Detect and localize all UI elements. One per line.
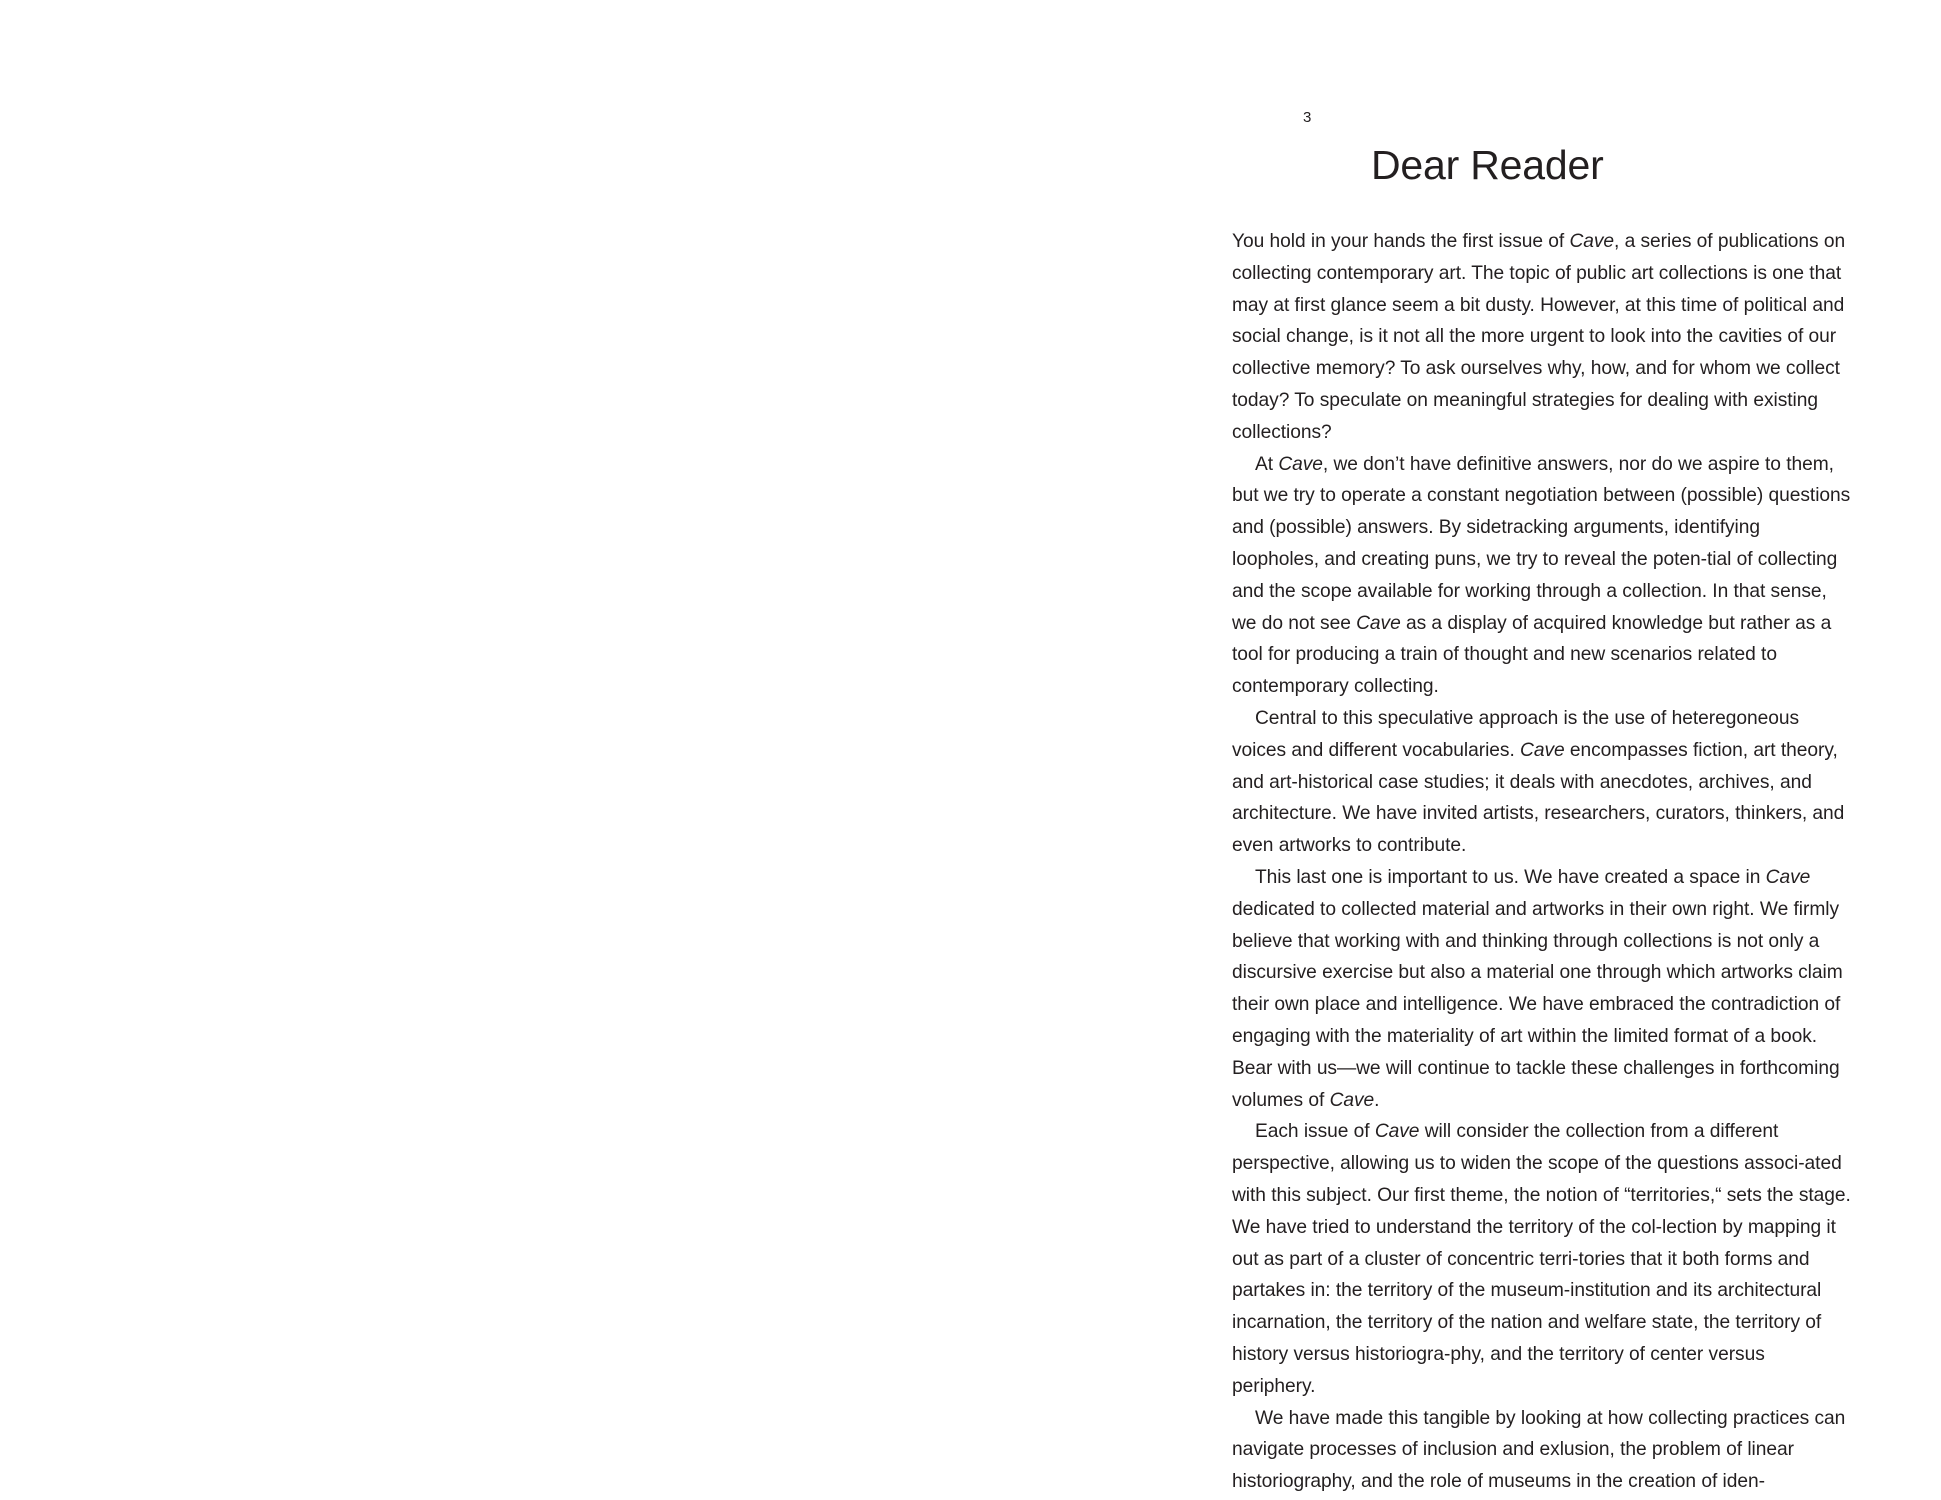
text-run: encompasses fiction, art theory, and art-historical case studies; it deals with anecdotes, archives, and architecture. We have invited artists, researchers, curators, thinkers, and even artworks to contribute.	[1232, 739, 1845, 857]
text-run: dedicated to collected material and artworks in their own right. We firmly believe that working with and thinking through collections is not only a discursive exercise but also a material one through which artworks claim their own place and intelligence. We have embraced the contradiction of engaging with the materiality of art within the limited format of a book. Bear with us—we will continue to tackle these challenges in forthcoming volumes of	[1232, 898, 1843, 1111]
page-number: 3	[1303, 109, 1312, 126]
paragraph	[1232, 1403, 1852, 1498]
body-text	[1232, 226, 1852, 1498]
text-run: We have made this tangible by looking at how collecting practices can navigate processes of inclusion and exlusion, the problem of linear historiography, and the role of museums in the creation of iden-	[1232, 1407, 1846, 1493]
text-run: You hold in your hands the first issue of	[1232, 231, 1570, 253]
text-run: , a series of publications on collecting contemporary art. The topic of public art collections is one that may at first glance seem a bit dusty. However, at this time of political and social change, is it not all the more urgent to look into the cavities of our collective memory? To ask ourselves why, how, and for whom we collect today? To speculate on meaningful strategies for dealing with existing collections?	[1232, 231, 1846, 443]
emphasis-text: Cave	[1329, 1089, 1375, 1111]
paragraph	[1232, 703, 1852, 862]
text-run: will consider the collection from a different perspective, allowing us to widen the scope of the questions associ-ated with this subject. Our first theme, the notion of “territories,“ sets the stage. We have tried to understand the territory of the col-lection by mapping it out as part of a cluster of concentric terri-tories that it both forms and partakes in: the territory of the museum-institution and its architectural incarnation, the territory of the nation and welfare state, the territory of history versus historiogra-phy, and the territory of center versus periphery.	[1232, 1121, 1851, 1397]
paragraph	[1232, 1116, 1852, 1402]
paragraph	[1232, 226, 1852, 449]
page-content	[1232, 143, 1852, 1498]
page-title: Dear Reader	[1371, 142, 1604, 188]
emphasis-text: Cave	[1356, 612, 1401, 634]
text-run: , we don’t have definitive answers, nor do we aspire to them, but we try to operate a constant negotiation between (possible) questions and (possible) answers. By sidetracking arguments, identifying loopholes, and creating puns, we try to reveal the poten-tial of collecting and the scope available for working through a collection. In that sense, we do not see	[1232, 453, 1851, 634]
text-run: as a display of acquired knowledge but rather as a tool for producing a train of thought and new scenarios related to contemporary collecting.	[1232, 612, 1832, 698]
emphasis-text: Cave	[1374, 1121, 1420, 1143]
text-run: Central to this speculative approach is the use of heteregoneous voices and different vocabularies.	[1232, 708, 1799, 761]
paragraph	[1232, 862, 1852, 1116]
emphasis-text: Cave	[1765, 867, 1811, 889]
text-run: .	[1374, 1089, 1380, 1111]
emphasis-text: Cave	[1520, 739, 1565, 761]
emphasis-text: Cave	[1569, 231, 1615, 253]
text-run: This last one is important to us. We have created a space in	[1255, 867, 1766, 889]
text-run: At	[1255, 453, 1279, 475]
text-run: Each issue of	[1255, 1121, 1375, 1143]
paragraph	[1232, 449, 1852, 703]
emphasis-text: Cave	[1278, 453, 1323, 475]
